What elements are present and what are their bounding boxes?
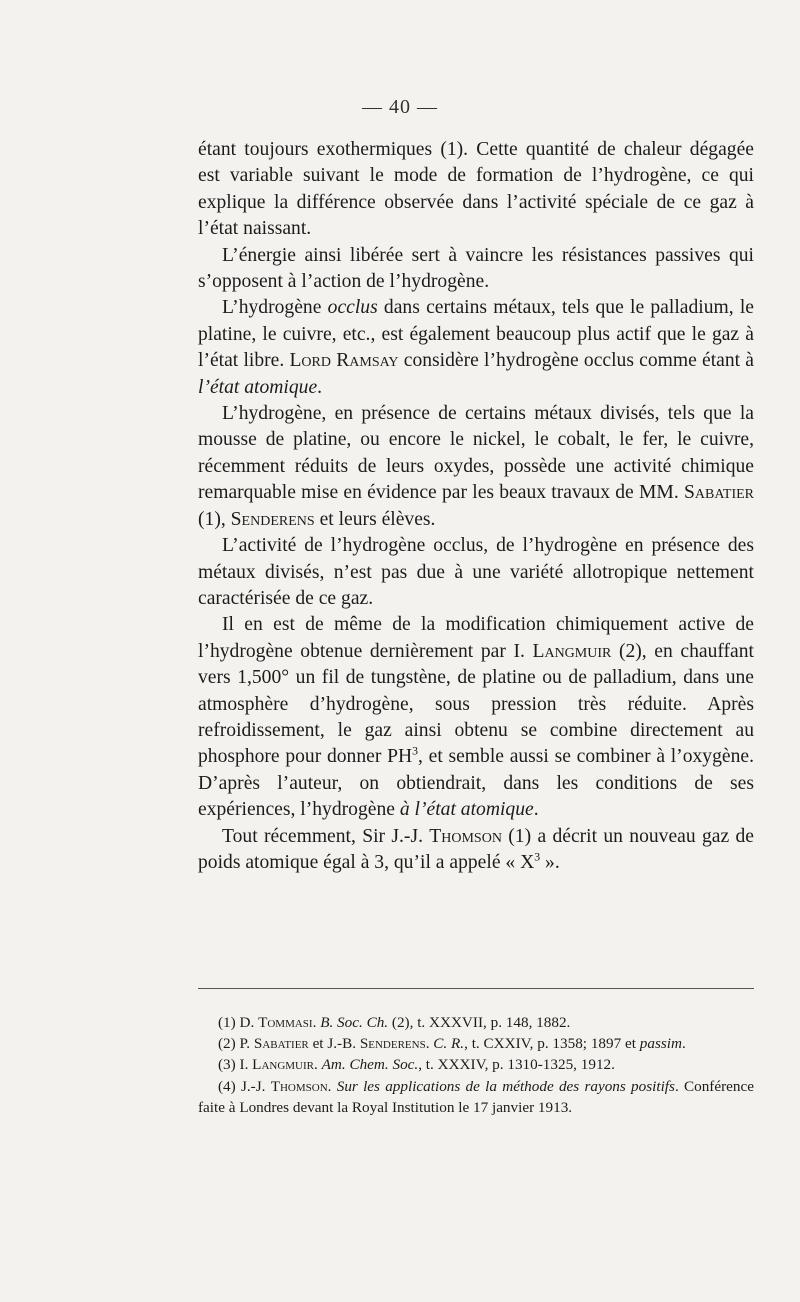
author-name: Sabatier: [683, 482, 754, 504]
footnote-separator: [198, 988, 754, 989]
italic-term: passim: [639, 1035, 682, 1053]
paragraph-3: L’hydrogène occlus dans certains métaux, tels que le palladium, le platine, le cuivre, etc., est également beaucoup plus actif que le gaz à l’état libre. Lord Ramsay considère l’hydrogène occlus comme étant à l’état atomique.: [198, 297, 755, 398]
author-name: Senderens: [230, 508, 315, 530]
main-text: [198, 137, 754, 876]
italic-term: l’état atomique: [198, 376, 318, 398]
journal-title: B. Soc. Ch.: [320, 1014, 389, 1031]
italic-term: à l’état atomique: [399, 799, 534, 821]
journal-title: C. R.: [433, 1035, 465, 1053]
italic-term: occlus: [327, 297, 378, 319]
author-name: Tommasi: [258, 1014, 313, 1031]
paragraph-1: étant toujours exothermiques (1). Cette quantité de chaleur dégagée est variable suivant le mode de formation de l’hydrogène, ce qui explique la différence observée dans l’activité spéciale de ce gaz à l’état naissant.: [198, 139, 754, 240]
author-name: Sabatier: [253, 1035, 309, 1053]
author-name: Thomson: [429, 825, 502, 847]
journal-title: Am. Chem. Soc.: [321, 1056, 419, 1074]
paragraph-7: Tout récemment, Sir J.-J. Thomson (1) a décrit un nouveau gaz de poids atomique égal à 3, qu’il a appelé « $X^3$ ».: [198, 825, 754, 873]
work-title: Sur les applications de la méthode des rayons positifs: [336, 1077, 675, 1095]
author-name: Langmuir: [252, 1056, 315, 1074]
footnote-4: (4) J.-J. Thomson. Sur les applications de la méthode des rayons positifs. Conférence faite à Londres devant la Royal Institution le 17 janvier 1913.: [198, 1077, 754, 1116]
author-name: Thomson: [270, 1077, 328, 1095]
superscript: 3: [412, 744, 419, 758]
footnote-3: (3) I. Langmuir. Am. Chem. Soc., t. XXXIV, p. 1310-1325, 1912.: [218, 1056, 615, 1074]
author-name: Senderens: [359, 1035, 426, 1053]
page-number: — 40 —: [362, 96, 438, 118]
footnote-1: (1) D. Tommasi. B. Soc. Ch. (2), t. XXXVII, p. 148, 1882.: [218, 1014, 571, 1031]
superscript: 3: [534, 850, 541, 864]
author-name: Langmuir: [532, 640, 612, 662]
author-name: Lord Ramsay: [289, 350, 399, 372]
paragraph-5: L’activité de l’hydrogène occlus, de l’hydrogène en présence des métaux divisés, n’est pas due à une variété allotropique nettement caractérisée de ce gaz.: [198, 535, 754, 609]
paragraph-4: L’hydrogène, en présence de certains métaux divisés, tels que la mousse de platine, ou encore le nickel, le cobalt, le fer, le cuivre, récemment réduits de leurs oxydes, possède une activité chimique remarquable mise en évidence par les beaux travaux de MM. Sabatier (1), Senderens et leurs élèves.: [198, 403, 754, 530]
paragraph-2: L’énergie ainsi libérée sert à vaincre les résistances passives qui s’opposent à l’action de l’hydrogène.: [198, 244, 754, 293]
paragraph-6: Il en est de même de la modification chimiquement active de l’hydrogène obtenue dernièrement par I. Langmuir (2), en chauffant vers 1,500° un fil de tungstène, de platine ou de palladium, dans une atmosphère d’hydrogène, sous pression très réduite. Après refroidissement, le gaz ainsi obtenu se combine directement au phosphore pour donner $PH^3$, et semble aussi se combiner à l’oxygène. D’après l’auteur, on obtiendrait, dans les conditions de ses expériences, l’hydrogène à l’état atomique.: [198, 614, 754, 821]
footnote-2: (2) P. Sabatier et J.-B. Senderens. C. R., t. CXXIV, p. 1358; 1897 et passim.: [218, 1035, 686, 1053]
footnotes: [198, 1012, 754, 1118]
